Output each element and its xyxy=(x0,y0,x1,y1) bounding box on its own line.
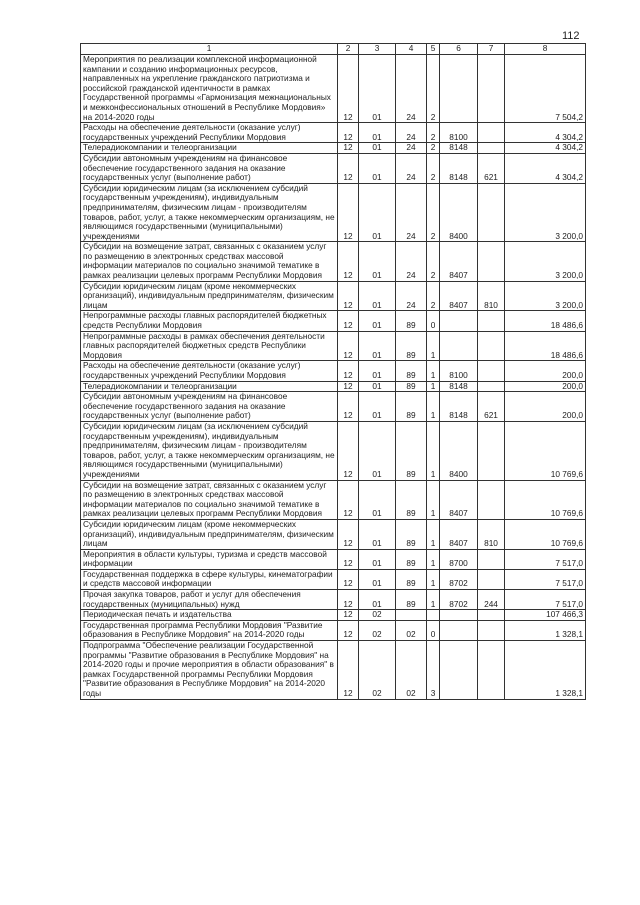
row-code-5: 2 xyxy=(427,242,440,281)
table-row xyxy=(81,331,586,361)
row-code-2: 12 xyxy=(338,123,359,143)
row-code-7 xyxy=(478,549,505,569)
row-name: Прочая закупка товаров, работ и услуг для обеспечения государственных (муниципальных) нужд xyxy=(81,590,338,610)
row-code-6: 8400 xyxy=(440,421,478,480)
row-code-6: 8148 xyxy=(440,153,478,183)
header-col-5: 5 xyxy=(427,44,440,55)
row-name: Субсидии на возмещение затрат, связанных с оказанием услуг по размещению в электронных средствах массовой информации материалов по социально значимой тематике в рамках реализации целевых программ Республики Мордовия xyxy=(81,480,338,519)
row-code-2: 12 xyxy=(338,331,359,361)
row-name: Непрограммные расходы в рамках обеспечения деятельности главных распорядителей бюджетных средств Республики Мордовия xyxy=(81,331,338,361)
row-code-5: 0 xyxy=(427,620,440,640)
row-code-7: 621 xyxy=(478,153,505,183)
row-code-3: 01 xyxy=(359,549,396,569)
row-amount: 18 486,6 xyxy=(505,311,586,331)
table-row xyxy=(81,361,586,381)
row-code-6: 8100 xyxy=(440,361,478,381)
row-code-5 xyxy=(427,610,440,621)
row-code-7: 621 xyxy=(478,392,505,422)
row-name: Расходы на обеспечение деятельности (оказание услуг) государственных учреждений Республики Мордовия xyxy=(81,361,338,381)
row-amount: 10 769,6 xyxy=(505,421,586,480)
row-code-7: 810 xyxy=(478,519,505,549)
row-code-2: 12 xyxy=(338,421,359,480)
row-code-6: 8148 xyxy=(440,143,478,154)
row-code-5: 1 xyxy=(427,392,440,422)
row-code-2: 12 xyxy=(338,281,359,311)
row-code-2: 12 xyxy=(338,620,359,640)
table-row xyxy=(81,421,586,480)
row-code-7 xyxy=(478,143,505,154)
row-amount: 1 328,1 xyxy=(505,620,586,640)
row-code-6 xyxy=(440,610,478,621)
row-code-6: 8407 xyxy=(440,242,478,281)
row-name: Телерадиокомпании и телеорганизации xyxy=(81,143,338,154)
row-amount: 200,0 xyxy=(505,361,586,381)
header-col-1: 1 xyxy=(81,44,338,55)
row-code-5: 1 xyxy=(427,381,440,392)
row-name: Субсидии автономным учреждениям на финансовое обеспечение государственного задания на оказание государственных услуг (выполнение работ) xyxy=(81,392,338,422)
table-row xyxy=(81,392,586,422)
row-code-4: 89 xyxy=(396,361,427,381)
row-code-4: 89 xyxy=(396,569,427,589)
row-code-4: 89 xyxy=(396,331,427,361)
row-code-4: 02 xyxy=(396,641,427,700)
row-code-3: 01 xyxy=(359,331,396,361)
row-amount: 1 328,1 xyxy=(505,641,586,700)
row-code-5: 3 xyxy=(427,641,440,700)
row-code-2: 12 xyxy=(338,569,359,589)
row-code-3: 02 xyxy=(359,641,396,700)
row-code-3: 01 xyxy=(359,143,396,154)
row-code-6 xyxy=(440,331,478,361)
row-amount: 3 200,0 xyxy=(505,183,586,242)
row-code-4: 89 xyxy=(396,480,427,519)
row-code-3: 01 xyxy=(359,519,396,549)
row-code-3: 01 xyxy=(359,361,396,381)
row-code-5: 1 xyxy=(427,519,440,549)
row-name: Подпрограмма "Обеспечение реализации Государственной программы "Развитие образования в Республике Мордовия" на 2014-2020 годы и прочие мероприятия в области образования" в рамках Государственной программы Республики Мордовия "Развитие образования в Республике Мордовия" на 2014-2020 годы xyxy=(81,641,338,700)
header-col-8: 8 xyxy=(505,44,586,55)
row-code-7 xyxy=(478,331,505,361)
row-code-2: 12 xyxy=(338,153,359,183)
row-code-6 xyxy=(440,55,478,123)
row-code-5: 0 xyxy=(427,311,440,331)
row-code-2: 12 xyxy=(338,480,359,519)
row-name: Государственная поддержка в сфере культуры, кинематографии и средств массовой информации xyxy=(81,569,338,589)
row-code-6: 8407 xyxy=(440,281,478,311)
row-code-6: 8148 xyxy=(440,392,478,422)
row-code-7 xyxy=(478,183,505,242)
row-code-7 xyxy=(478,123,505,143)
row-code-2: 12 xyxy=(338,361,359,381)
row-amount: 4 304,2 xyxy=(505,123,586,143)
row-name: Телерадиокомпании и телеорганизации xyxy=(81,381,338,392)
row-code-5: 2 xyxy=(427,123,440,143)
row-code-4: 24 xyxy=(396,123,427,143)
row-code-7: 810 xyxy=(478,281,505,311)
row-name: Государственная программа Республики Мордовия "Развитие образования в Республике Мордовия" на 2014-2020 годы xyxy=(81,620,338,640)
table-header-row xyxy=(81,44,586,55)
table-row xyxy=(81,641,586,700)
row-code-2: 12 xyxy=(338,183,359,242)
row-code-6 xyxy=(440,311,478,331)
row-amount: 10 769,6 xyxy=(505,519,586,549)
row-code-3: 01 xyxy=(359,183,396,242)
row-code-6: 8148 xyxy=(440,381,478,392)
row-code-5: 1 xyxy=(427,590,440,610)
row-amount: 4 304,2 xyxy=(505,153,586,183)
row-code-4: 89 xyxy=(396,311,427,331)
row-amount: 107 466,3 xyxy=(505,610,586,621)
row-code-2: 12 xyxy=(338,590,359,610)
row-name: Субсидии автономным учреждениям на финансовое обеспечение государственного задания на оказание государственных услуг (выполнение работ) xyxy=(81,153,338,183)
row-code-3: 01 xyxy=(359,242,396,281)
table-row xyxy=(81,143,586,154)
row-code-2: 12 xyxy=(338,242,359,281)
row-code-4: 89 xyxy=(396,392,427,422)
table-row xyxy=(81,153,586,183)
row-code-6 xyxy=(440,641,478,700)
table-row xyxy=(81,183,586,242)
row-code-2: 12 xyxy=(338,641,359,700)
row-name: Субсидии юридическим лицам (кроме некоммерческих организаций), индивидуальным предпринимателям, физическим лицам xyxy=(81,281,338,311)
row-code-3: 01 xyxy=(359,590,396,610)
row-name: Расходы на обеспечение деятельности (оказание услуг) государственных учреждений Республики Мордовия xyxy=(81,123,338,143)
row-code-3: 01 xyxy=(359,123,396,143)
row-code-7: 244 xyxy=(478,590,505,610)
table-row xyxy=(81,242,586,281)
row-code-5: 1 xyxy=(427,421,440,480)
table-row xyxy=(81,610,586,621)
row-amount: 3 200,0 xyxy=(505,281,586,311)
row-code-7 xyxy=(478,480,505,519)
row-code-3: 01 xyxy=(359,392,396,422)
table-body xyxy=(81,55,586,700)
row-code-5: 2 xyxy=(427,153,440,183)
row-code-7 xyxy=(478,641,505,700)
row-code-7 xyxy=(478,421,505,480)
row-code-2: 12 xyxy=(338,610,359,621)
row-name: Мероприятия по реализации комплексной информационной кампании и созданию информационных ресурсов, направленных на укрепление гражданского патриотизма и российской гражданской идентичности в рамках Государственной программы «Гармонизация межнациональных и межконфессиональных отношений в Республике Мордовия» на 2014-2020 годы xyxy=(81,55,338,123)
row-name: Субсидии на возмещение затрат, связанных с оказанием услуг по размещению в электронных средствах массовой информации материалов по социально значимой тематике в рамках реализации целевых программ Республики Мордовия xyxy=(81,242,338,281)
table-row xyxy=(81,381,586,392)
row-code-3: 01 xyxy=(359,421,396,480)
row-code-2: 12 xyxy=(338,55,359,123)
row-code-5: 2 xyxy=(427,281,440,311)
row-code-4: 89 xyxy=(396,519,427,549)
table-row xyxy=(81,55,586,123)
row-code-4: 02 xyxy=(396,620,427,640)
row-name: Периодическая печать и издательства xyxy=(81,610,338,621)
row-code-5: 1 xyxy=(427,569,440,589)
row-code-7 xyxy=(478,620,505,640)
row-amount: 3 200,0 xyxy=(505,242,586,281)
row-code-3: 01 xyxy=(359,480,396,519)
table-row xyxy=(81,549,586,569)
header-col-6: 6 xyxy=(440,44,478,55)
row-code-5: 2 xyxy=(427,143,440,154)
row-amount: 18 486,6 xyxy=(505,331,586,361)
table-row xyxy=(81,311,586,331)
table-row xyxy=(81,569,586,589)
row-code-4: 24 xyxy=(396,242,427,281)
row-code-6: 8407 xyxy=(440,480,478,519)
row-amount: 4 304,2 xyxy=(505,143,586,154)
row-code-5: 1 xyxy=(427,549,440,569)
row-code-4: 24 xyxy=(396,153,427,183)
table-row xyxy=(81,123,586,143)
row-code-3: 01 xyxy=(359,153,396,183)
row-code-4: 89 xyxy=(396,549,427,569)
row-code-7 xyxy=(478,311,505,331)
row-code-7 xyxy=(478,55,505,123)
row-code-4: 89 xyxy=(396,421,427,480)
row-name: Субсидии юридическим лицам (за исключением субсидий государственным учреждениям), индивидуальным предпринимателям, физическим лицам - производителям товаров, работ, услуг, а также некоммерческим организациям, не являющимся государственными (муниципальными) учреждениями xyxy=(81,183,338,242)
row-name: Мероприятия в области культуры, туризма и средств массовой информации xyxy=(81,549,338,569)
row-code-6: 8407 xyxy=(440,519,478,549)
row-code-5: 1 xyxy=(427,480,440,519)
row-code-2: 12 xyxy=(338,392,359,422)
row-code-6: 8100 xyxy=(440,123,478,143)
row-code-4: 24 xyxy=(396,55,427,123)
row-code-5: 1 xyxy=(427,331,440,361)
table-row xyxy=(81,620,586,640)
row-amount: 7 517,0 xyxy=(505,590,586,610)
row-code-3: 02 xyxy=(359,620,396,640)
row-code-5: 2 xyxy=(427,183,440,242)
row-code-7 xyxy=(478,381,505,392)
row-amount: 200,0 xyxy=(505,381,586,392)
row-code-5: 1 xyxy=(427,361,440,381)
table-row xyxy=(81,480,586,519)
row-code-6: 8702 xyxy=(440,590,478,610)
row-amount: 7 504,2 xyxy=(505,55,586,123)
header-col-7: 7 xyxy=(478,44,505,55)
row-code-2: 12 xyxy=(338,519,359,549)
row-code-3: 01 xyxy=(359,381,396,392)
row-code-4: 89 xyxy=(396,381,427,392)
table-row xyxy=(81,519,586,549)
row-code-3: 02 xyxy=(359,610,396,621)
row-amount: 7 517,0 xyxy=(505,549,586,569)
row-name: Субсидии юридическим лицам (кроме некоммерческих организаций), индивидуальным предпринимателям, физическим лицам xyxy=(81,519,338,549)
row-code-3: 01 xyxy=(359,569,396,589)
row-amount: 7 517,0 xyxy=(505,569,586,589)
row-code-4: 24 xyxy=(396,143,427,154)
row-code-6: 8400 xyxy=(440,183,478,242)
header-col-2: 2 xyxy=(338,44,359,55)
budget-table xyxy=(80,43,586,700)
table-row xyxy=(81,590,586,610)
row-code-7 xyxy=(478,610,505,621)
row-code-2: 12 xyxy=(338,311,359,331)
row-name: Субсидии юридическим лицам (за исключением субсидий государственным учреждениям), индивидуальным предпринимателям, физическим лицам - производителям товаров, работ, услуг, а также некоммерческим организациям, не являющимся государственными (муниципальными) учреждениями xyxy=(81,421,338,480)
row-code-7 xyxy=(478,242,505,281)
row-amount: 200,0 xyxy=(505,392,586,422)
row-code-4 xyxy=(396,610,427,621)
header-col-3: 3 xyxy=(359,44,396,55)
row-amount: 10 769,6 xyxy=(505,480,586,519)
row-code-2: 12 xyxy=(338,381,359,392)
page-number: 112 xyxy=(562,30,580,42)
row-code-4: 24 xyxy=(396,183,427,242)
row-name: Непрограммные расходы главных распорядителей бюджетных средств Республики Мордовия xyxy=(81,311,338,331)
row-code-5: 2 xyxy=(427,55,440,123)
row-code-6: 8702 xyxy=(440,569,478,589)
row-code-3: 01 xyxy=(359,55,396,123)
row-code-6 xyxy=(440,620,478,640)
row-code-2: 12 xyxy=(338,143,359,154)
row-code-6: 8700 xyxy=(440,549,478,569)
header-col-4: 4 xyxy=(396,44,427,55)
row-code-3: 01 xyxy=(359,281,396,311)
table-row xyxy=(81,281,586,311)
row-code-7 xyxy=(478,361,505,381)
row-code-7 xyxy=(478,569,505,589)
row-code-4: 89 xyxy=(396,590,427,610)
row-code-3: 01 xyxy=(359,311,396,331)
row-code-2: 12 xyxy=(338,549,359,569)
row-code-4: 24 xyxy=(396,281,427,311)
